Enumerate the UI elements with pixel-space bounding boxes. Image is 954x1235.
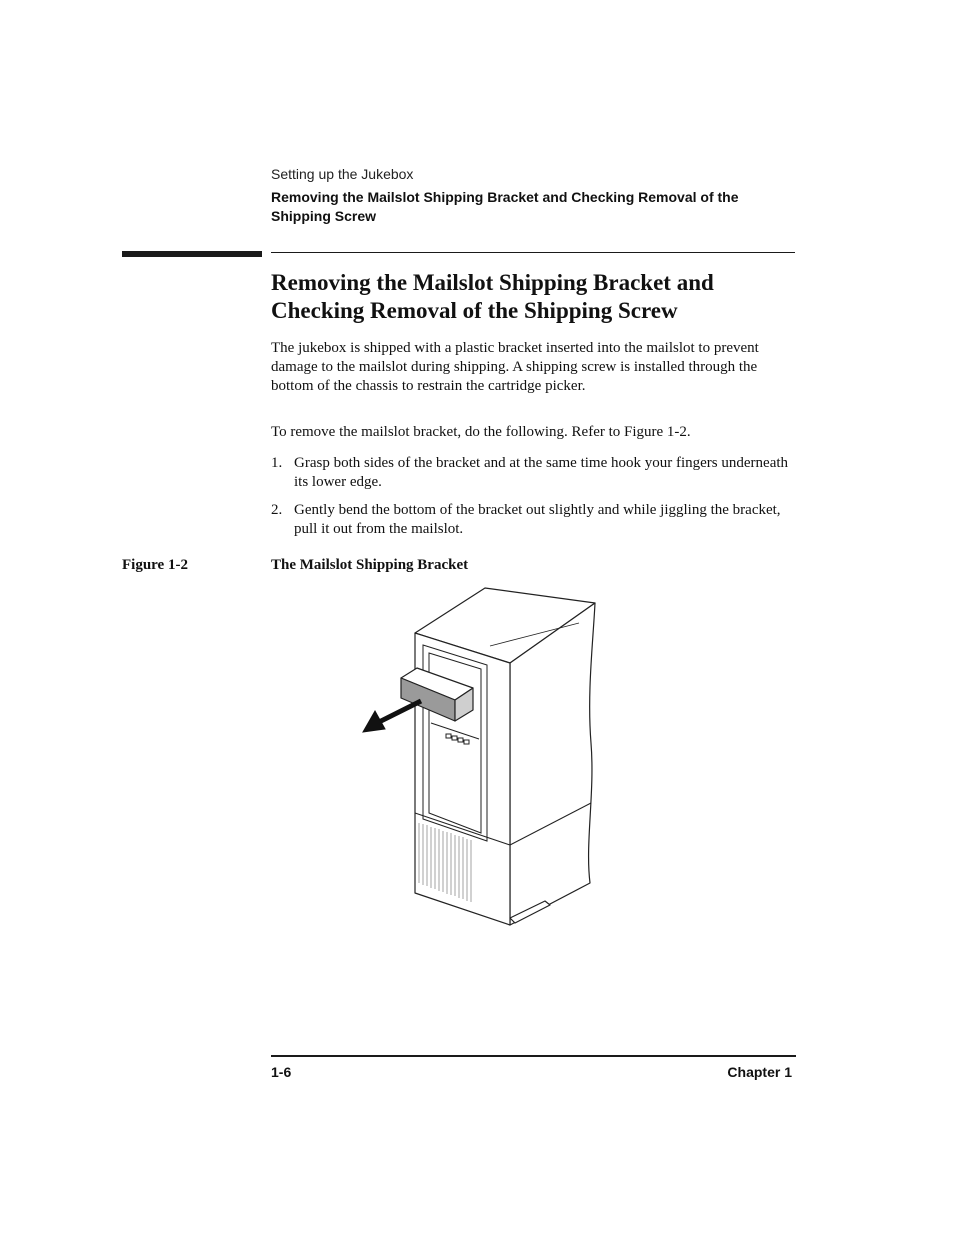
step-number: 1. [271, 455, 283, 471]
step-number: 2. [271, 502, 283, 518]
step-text: Gently bend the bottom of the bracket out slightly and while jiggling the bracket, pull it out from the mailslot. [294, 502, 781, 537]
intro-paragraph: The jukebox is shipped with a plastic bracket inserted into the mailslot to prevent damage to the mailslot during shipping. A shipping screw is installed through the bottom of the chassis to restrain the cartridge picker. [271, 340, 759, 394]
running-head-chapter: Setting up the Jukebox [271, 166, 414, 182]
page-number: 1-6 [271, 1064, 292, 1080]
jukebox-with-mailslot-bracket-illustration [355, 583, 605, 933]
figure-label: Figure 1-2 [122, 557, 188, 573]
footer-chapter: Chapter 1 [727, 1064, 792, 1080]
instruction-paragraph: To remove the mailslot bracket, do the following. Refer to Figure 1-2. [271, 424, 691, 440]
running-head-section: Removing the Mailslot Shipping Bracket and Checking Removal of the Shipping Screw [271, 189, 739, 224]
section-heading: Removing the Mailslot Shipping Bracket and Checking Removal of the Shipping Screw [271, 270, 714, 323]
step-text: Grasp both sides of the bracket and at the same time hook your fingers underneath its lower edge. [294, 455, 789, 490]
figure-caption: The Mailslot Shipping Bracket [271, 557, 469, 573]
section-rule-thick [122, 251, 262, 257]
footer-rule [271, 1055, 796, 1057]
section-rule-thin [271, 252, 795, 253]
